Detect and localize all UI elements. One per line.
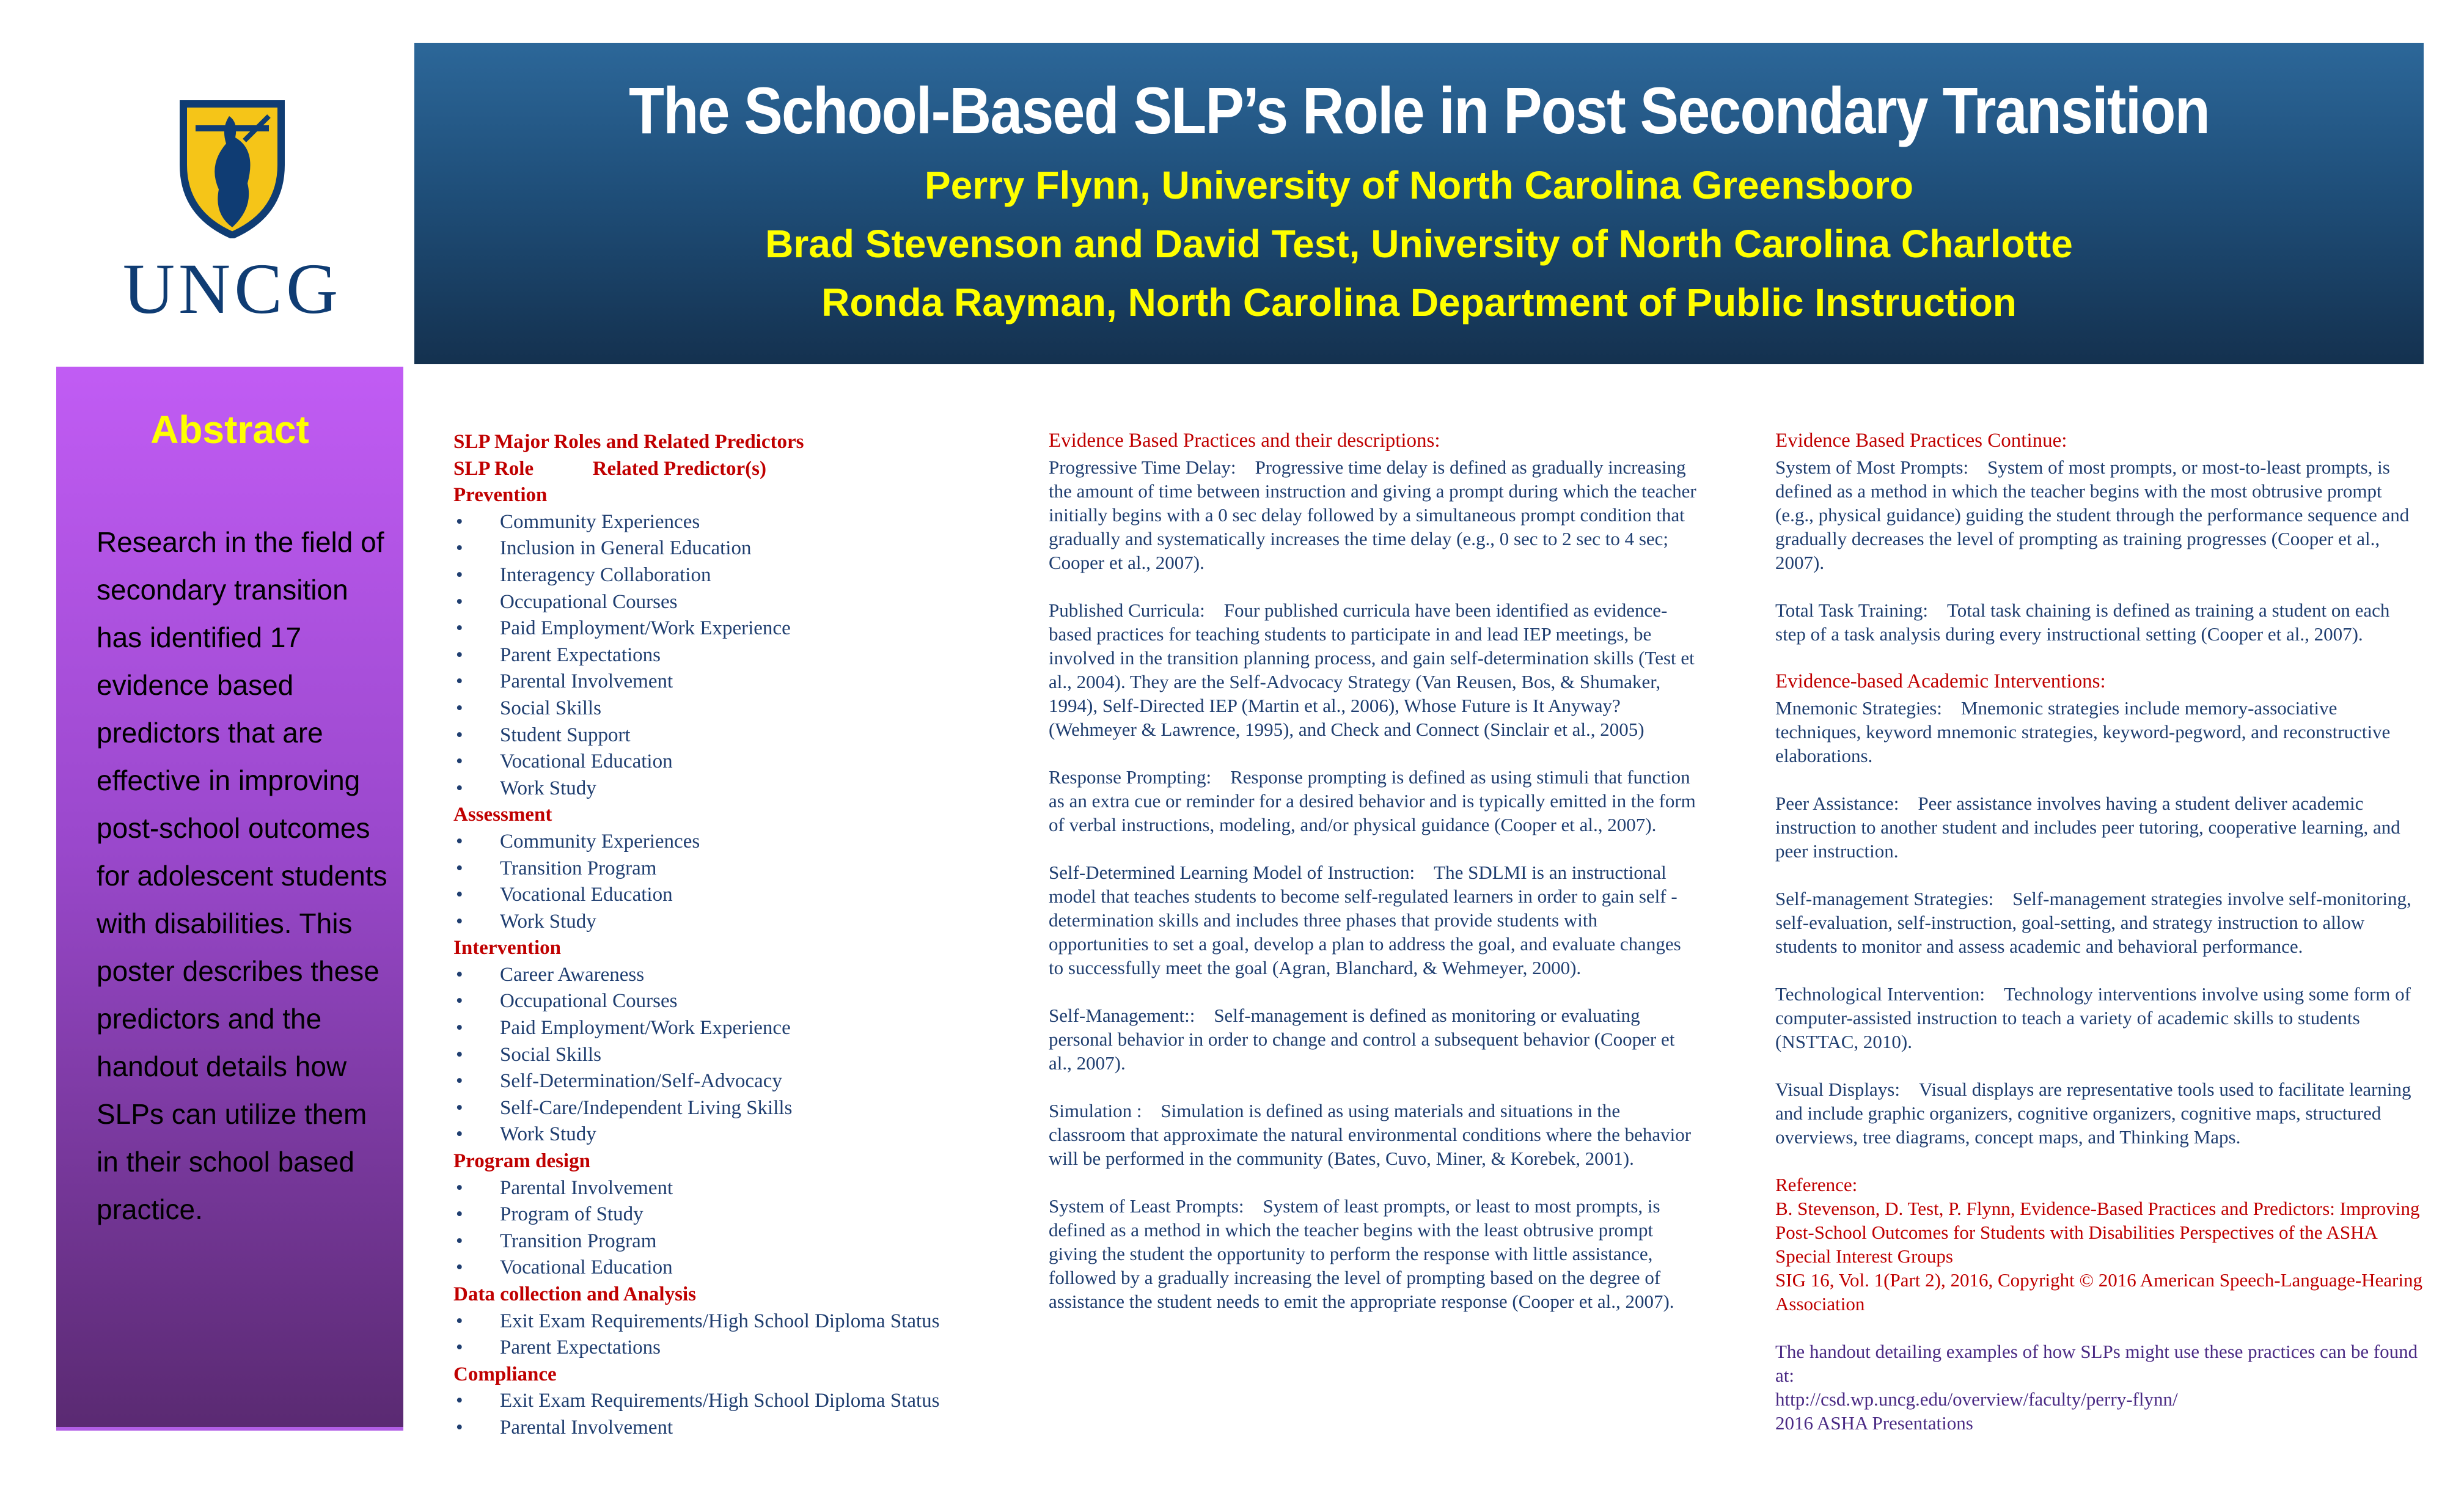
ebp-continued-heading: Evidence Based Practices Continue:: [1775, 430, 2067, 452]
practice-description: [1049, 598, 1696, 741]
predictor-label: Social Skills: [500, 1043, 601, 1066]
roles-subheading: [453, 456, 1003, 483]
practice-text: Progressive time delay is defined as gradually increasing the amount of time between instruction and giving a prompt during which the teacher initially begins with a 0 sec delay followed by a simultaneous prompt condition that gradually and systematically increases the time delay (e.g., 0 sec to 2 sec to 4 sec; Cooper et al., 2007).: [1049, 457, 1696, 573]
bullet-icon: •: [456, 1070, 463, 1093]
ebp-heading: Evidence Based Practices and their descriptions:: [1049, 430, 1440, 452]
ebp-items: [1049, 455, 1696, 1313]
practice-text: Response prompting is defined as using stimuli that function as an extra cue or reminder for a desired behavior and is typically emitted in the form of verbal instructions, modeling, and/or physical guidance (Cooper et al., 2007).: [1049, 766, 1696, 835]
academic-heading: Evidence-based Academic Interventions:: [1775, 670, 2106, 692]
predictor-list-item: [453, 856, 1003, 882]
bullet-icon: •: [456, 1256, 463, 1279]
practice-name: Total Task Training:: [1775, 600, 1928, 621]
predictor-label: Transition Program: [500, 857, 657, 879]
practice-description: [1775, 1077, 2423, 1149]
predictor-label: Vocational Education: [500, 750, 673, 773]
predictor-label: Exit Exam Requirements/High School Diploma Status: [500, 1390, 940, 1412]
practice-text: Mnemonic strategies include memory-associative techniques, keyword mnemonic strategies, keyword-pegword, and reconstructive elaborations.: [1775, 697, 2391, 766]
role-section-title: Intervention: [453, 937, 561, 959]
predictor-list-item: [453, 1201, 1003, 1228]
bullet-icon: •: [456, 590, 463, 613]
bullet-icon: •: [456, 1416, 463, 1439]
predictor-list-item: [453, 1015, 1003, 1042]
bullet-icon: •: [456, 777, 463, 799]
ebp-column: [1049, 429, 1696, 1337]
bullet-icon: •: [456, 724, 463, 746]
abstract-title: Abstract: [150, 408, 309, 452]
bullet-icon: •: [456, 1203, 463, 1226]
practice-text: The SDLMI is an instructional model that teaches students to become self-regulated learners in order to gain self -determination skills and includes three phases that provide students with opportunities to set a goal, develop a plan to address the goal, and evaluate changes to successfully meet the goal (Agran, Blanchard, & Wehmeyer, 2000).: [1049, 862, 1681, 978]
practice-name: Progressive Time Delay:: [1049, 457, 1236, 478]
predictor-label: Community Experiences: [500, 830, 700, 853]
handout-note: 2016 ASHA Presentations: [1775, 1412, 1973, 1434]
predictor-label: Paid Employment/Work Experience: [500, 617, 791, 640]
predictor-label: Work Study: [500, 1123, 596, 1146]
predictor-label: Self-Care/Independent Living Skills: [500, 1096, 793, 1119]
role-section-title: Program design: [453, 1150, 590, 1173]
predictor-label: Parental Involvement: [500, 1176, 673, 1199]
role-col-label: SLP Role: [453, 457, 534, 480]
practice-name: Self-Determined Learning Model of Instruction:: [1049, 862, 1415, 883]
predictor-label: Student Support: [500, 724, 631, 746]
practice-description: [1775, 598, 2423, 646]
practice-name: Published Curricula:: [1049, 600, 1205, 621]
roles-sections: [453, 482, 1003, 1441]
bullet-icon: •: [456, 963, 463, 986]
predictor-label: Work Study: [500, 777, 596, 799]
role-section-title: Assessment: [453, 804, 552, 826]
practice-text: Self-management strategies involve self-monitoring, self-evaluation, self-instruction, goal-setting, and strategy instruction to allow students to monitor and assess academic and behavioral performance.: [1775, 888, 2411, 957]
predictor-label: Inclusion in General Education: [500, 537, 752, 560]
bullet-icon: •: [456, 750, 463, 773]
predictor-list-item: [453, 615, 1003, 642]
practice-name: Self-Management::: [1049, 1005, 1195, 1026]
bullet-icon: •: [456, 697, 463, 719]
poster-header: [414, 43, 2424, 364]
reference-citation: SIG 16, Vol. 1(Part 2), 2016, Copyright © 2016 American Speech-Language-Hearing Association: [1775, 1269, 2422, 1314]
predictor-label: Parent Expectations: [500, 644, 661, 666]
predictor-label: Parental Involvement: [500, 670, 673, 693]
bullet-icon: •: [456, 1043, 463, 1066]
bullet-icon: •: [456, 830, 463, 853]
roles-heading: SLP Major Roles and Related Predictors: [453, 431, 804, 453]
predictor-label: Career Awareness: [500, 963, 645, 986]
predictor-list-item: [453, 695, 1003, 722]
practice-text: System of most prompts, or most-to-least prompts, is defined as a method in which the teacher begins with the most obtrusive prompt (e.g., physical guidance) guiding the student through the performance sequence and gradually decreases the level of prompting as training progresses (Cooper et al., 2007).: [1775, 457, 2410, 573]
practice-text: Self-management is defined as monitoring or evaluating personal behavior in order to change and control a subsequent behavior (Cooper et al., 2007).: [1049, 1005, 1675, 1074]
predictor-list-item: [453, 562, 1003, 589]
ebp-continued-items: [1775, 455, 2423, 646]
uncg-logo: [86, 92, 379, 329]
predictor-label: Transition Program: [500, 1230, 657, 1252]
predictor-label: Self-Determination/Self-Advocacy: [500, 1070, 782, 1093]
bullet-icon: •: [456, 617, 463, 640]
predictor-label: Exit Exam Requirements/High School Diploma Status: [500, 1310, 940, 1332]
predictor-list-item: [453, 1415, 1003, 1442]
practice-name: Self-management Strategies:: [1775, 888, 1994, 909]
bullet-icon: •: [456, 537, 463, 560]
predictor-list-item: [453, 882, 1003, 909]
bullet-icon: •: [456, 990, 463, 1013]
predictor-list-item: [453, 1121, 1003, 1148]
bullet-icon: •: [456, 884, 463, 906]
predictor-list-item: [453, 1042, 1003, 1069]
predictor-label: Parent Expectations: [500, 1336, 661, 1359]
bullet-icon: •: [456, 644, 463, 666]
practice-description: [1775, 791, 2423, 863]
logo-wordmark: UNCG: [122, 249, 342, 329]
bullet-icon: •: [456, 1096, 463, 1119]
practice-name: Peer Assistance:: [1775, 793, 1899, 814]
predictor-label: Occupational Courses: [500, 990, 678, 1013]
handout-text: The handout detailing examples of how SLPs might use these practices can be found at:: [1775, 1341, 2418, 1386]
practice-description: [1775, 455, 2423, 574]
bullet-icon: •: [456, 1123, 463, 1146]
predictor-label: Vocational Education: [500, 884, 673, 906]
abstract-body: Research in the field of secondary transition has identified 17 evidence based predictors that are effective in improving post-school outcomes for adolescent students with disabilities. This poster describes these predictors and the handout details how SLPs can utilize them in their school based practice.: [97, 526, 387, 1225]
bullet-icon: •: [456, 910, 463, 933]
predictor-list-item: [453, 1308, 1003, 1335]
predictor-label: Work Study: [500, 910, 596, 933]
ebp-continued-column: [1775, 429, 2423, 1435]
predictor-list-item: [453, 1388, 1003, 1415]
abstract-panel: [56, 367, 403, 1431]
role-section-title: Compliance: [453, 1363, 557, 1385]
predictor-list-item: [453, 749, 1003, 776]
bullet-icon: •: [456, 1017, 463, 1040]
practice-name: Response Prompting:: [1049, 766, 1212, 788]
author-line-1: Perry Flynn, University of North Carolina Greensboro: [924, 163, 1914, 207]
predictor-label: Social Skills: [500, 697, 601, 719]
bullet-icon: •: [456, 510, 463, 533]
author-line-3: Ronda Rayman, North Carolina Department of Public Instruction: [821, 280, 2017, 324]
bullet-icon: •: [456, 857, 463, 879]
predictor-list-item: [453, 776, 1003, 802]
bullet-icon: •: [456, 1336, 463, 1359]
practice-description: [1049, 765, 1696, 837]
practice-description: [1049, 1099, 1696, 1170]
practice-name: Technological Intervention:: [1775, 983, 1986, 1005]
bullet-icon: •: [456, 1310, 463, 1332]
practice-description: [1775, 982, 2423, 1054]
practice-text: Total task chaining is defined as training a student on each step of a task analysis during every instructional setting (Cooper et al., 2007).: [1775, 600, 2390, 645]
practice-name: Visual Displays:: [1775, 1079, 1900, 1100]
predictor-list-item: [453, 1095, 1003, 1122]
predictor-list-item: [453, 1175, 1003, 1202]
roles-column: [453, 429, 1003, 1442]
bullet-icon: •: [456, 1176, 463, 1199]
academic-items: [1775, 696, 2423, 1149]
shield-icon: [171, 92, 293, 238]
predictor-list-item: [453, 509, 1003, 536]
practice-name: System of Least Prompts:: [1049, 1195, 1244, 1217]
practice-name: Simulation :: [1049, 1100, 1142, 1121]
practice-description: [1775, 887, 2423, 958]
predictor-list-item: [453, 669, 1003, 695]
predictor-list-item: [453, 962, 1003, 989]
predictor-label: Program of Study: [500, 1203, 644, 1226]
predictor-label: Occupational Courses: [500, 590, 678, 613]
practice-name: System of Most Prompts:: [1775, 457, 1969, 478]
practice-text: Four published curricula have been identified as evidence-based practices for teaching students to participate in and lead IEP meetings, be involved in the transition planning process, and gain self-determination skills (Test et al., 2004). They are the Self-Advocacy Strategy (Van Reusen, Bos, & Shumaker, 1994), Self-Directed IEP (Martin et al., 2006), Whose Future is It Anyway? (Wehmeyer & Lawrence, 1995), and Check and Connect (Sinclair et al., 2005): [1049, 600, 1695, 740]
practice-description: [1049, 455, 1696, 574]
predictors-col-label: Related Predictor(s): [592, 457, 766, 480]
predictor-label: Vocational Education: [500, 1256, 673, 1279]
predictor-label: Paid Employment/Work Experience: [500, 1017, 791, 1040]
predictor-list-item: [453, 535, 1003, 562]
bullet-icon: •: [456, 1230, 463, 1252]
practice-name: Mnemonic Strategies:: [1775, 697, 1942, 719]
predictor-list-item: [453, 909, 1003, 936]
practice-description: [1049, 860, 1696, 980]
practice-text: Peer assistance involves having a student deliver academic instruction to another student and includes peer tutoring, cooperative learning, and peer instruction.: [1775, 793, 2400, 862]
predictor-list-item: [453, 589, 1003, 616]
practice-text: Simulation is defined as using materials and situations in the classroom that approximate the natural environmental conditions where the behavior will be performed in the community (Bates, Cuvo, Miner, & Korebek, 2001).: [1049, 1100, 1692, 1169]
practice-description: [1049, 1194, 1696, 1313]
predictor-label: Parental Involvement: [500, 1416, 673, 1439]
predictor-label: Community Experiences: [500, 510, 700, 533]
bullet-icon: •: [456, 1390, 463, 1412]
role-section-title: Prevention: [453, 484, 548, 507]
predictor-label: Interagency Collaboration: [500, 563, 711, 586]
reference-text: B. Stevenson, D. Test, P. Flynn, Evidence-Based Practices and Predictors: Improving Post-School Outcomes for Students with Disabilities Perspectives of the ASHA Special Interest Groups: [1775, 1198, 2420, 1267]
bullet-icon: •: [456, 563, 463, 586]
predictor-list-item: [453, 1068, 1003, 1095]
predictor-list-item: [453, 1255, 1003, 1282]
practice-text: Technology interventions involve using some form of computer-assisted instruction to teach a variety of academic skills to students (NSTTAC, 2010).: [1775, 983, 2411, 1052]
handout-url[interactable]: http://csd.wp.uncg.edu/overview/faculty/perry-flynn/: [1775, 1388, 2178, 1410]
practice-text: Visual displays are representative tools used to facilitate learning and include graphic organizers, cognitive organizers, cognitive maps, structured overviews, tree diagrams, concept maps, and Thinking Maps.: [1775, 1079, 2411, 1148]
practice-text: System of least prompts, or least to most prompts, is defined as a method in which the teacher begins with the least obtrusive prompt giving the student the opportunity to perform the response with little assistance, followed by a gradually increasing the level of prompting based on the degree of assistance the student needs to emit the appropriate response (Cooper et al., 2007).: [1049, 1195, 1674, 1312]
bullet-icon: •: [456, 670, 463, 693]
predictor-list-item: [453, 642, 1003, 669]
role-section-title: Data collection and Analysis: [453, 1283, 696, 1305]
author-line-2: Brad Stevenson and David Test, University of North Carolina Charlotte: [765, 222, 2073, 266]
predictor-list-item: [453, 1335, 1003, 1362]
reference-label: Reference:: [1775, 1174, 1858, 1195]
practice-description: [1775, 696, 2423, 768]
predictor-list-item: [453, 829, 1003, 856]
practice-description: [1049, 1003, 1696, 1075]
predictor-list-item: [453, 1228, 1003, 1255]
predictor-list-item: [453, 722, 1003, 749]
predictor-list-item: [453, 988, 1003, 1015]
poster-title: The School-Based SLP’s Role in Post Secondary Transition: [628, 73, 2209, 147]
